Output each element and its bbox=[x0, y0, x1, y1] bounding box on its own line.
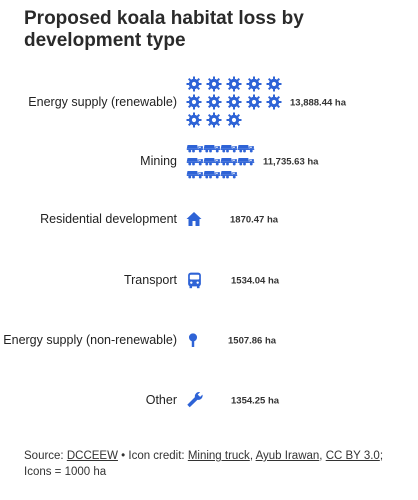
chart-title: Proposed koala habitat loss by development type bbox=[24, 8, 304, 51]
gear-icon bbox=[267, 95, 282, 110]
wrench-icon bbox=[187, 392, 202, 407]
mining-truck-link[interactable]: Mining truck bbox=[187, 450, 250, 462]
gear-icon bbox=[207, 113, 222, 128]
mining-truck-icon bbox=[238, 158, 255, 165]
credit-prefix: • Icon credit: bbox=[117, 450, 188, 462]
ayub-irawan-link[interactable]: Ayub Irawan bbox=[255, 450, 320, 462]
power-pole-icon bbox=[209, 333, 217, 347]
mining-truck-icon bbox=[204, 145, 221, 152]
gear-icon bbox=[247, 95, 262, 110]
category-label: Mining bbox=[140, 154, 177, 168]
source-prefix: Source: bbox=[24, 450, 67, 462]
icons-note: ; Icons = 1000 ha bbox=[24, 450, 384, 478]
mining-truck-icon bbox=[187, 171, 204, 178]
mining-truck-icon bbox=[221, 145, 238, 152]
house-icon bbox=[207, 212, 222, 226]
separator: , bbox=[249, 450, 256, 462]
chart-rows bbox=[3, 77, 346, 408]
value-label: 1534.04 ha bbox=[231, 275, 280, 287]
value-label: 1507.86 ha bbox=[228, 335, 277, 347]
mining-truck-icon bbox=[187, 158, 204, 165]
gear-icon bbox=[247, 113, 262, 128]
value-label: 1354.25 ha bbox=[231, 395, 280, 407]
mining-truck-icon bbox=[221, 171, 238, 178]
gear-icon bbox=[267, 77, 282, 92]
separator: , bbox=[319, 450, 326, 462]
power-pole-icon bbox=[189, 333, 197, 347]
category-label: Transport bbox=[123, 273, 177, 287]
value-label: 1870.47 ha bbox=[230, 214, 279, 226]
category-label: Other bbox=[145, 393, 177, 407]
gear-icon bbox=[187, 113, 202, 128]
gear-icon bbox=[187, 95, 202, 110]
mining-truck-icon bbox=[204, 158, 221, 165]
mining-truck-icon bbox=[238, 171, 255, 178]
source-link[interactable]: DCCEEW bbox=[66, 450, 118, 462]
gear-icon bbox=[227, 113, 242, 128]
mining-truck-icon bbox=[221, 158, 238, 165]
license-link[interactable]: CC BY 3.0 bbox=[325, 450, 380, 462]
bus-icon bbox=[208, 273, 221, 289]
house-icon bbox=[187, 212, 202, 226]
gear-icon bbox=[187, 77, 202, 92]
value-label: 13,888.44 ha bbox=[290, 97, 346, 109]
mining-truck-icon bbox=[187, 145, 204, 152]
category-label: Energy supply (non-renewable) bbox=[3, 333, 177, 347]
gear-icon bbox=[247, 77, 262, 92]
chart-footer bbox=[24, 448, 402, 480]
gear-icon bbox=[227, 77, 242, 92]
gear-icon bbox=[207, 95, 222, 110]
category-label: Residential development bbox=[40, 212, 177, 226]
mining-truck-icon bbox=[204, 171, 221, 178]
gear-icon bbox=[227, 95, 242, 110]
value-label: 11,735.63 ha bbox=[263, 156, 319, 168]
category-label: Energy supply (renewable) bbox=[28, 95, 177, 109]
wrench-icon bbox=[207, 392, 222, 407]
gear-icon bbox=[207, 77, 222, 92]
bus-icon bbox=[188, 273, 201, 289]
mining-truck-icon bbox=[238, 145, 255, 152]
